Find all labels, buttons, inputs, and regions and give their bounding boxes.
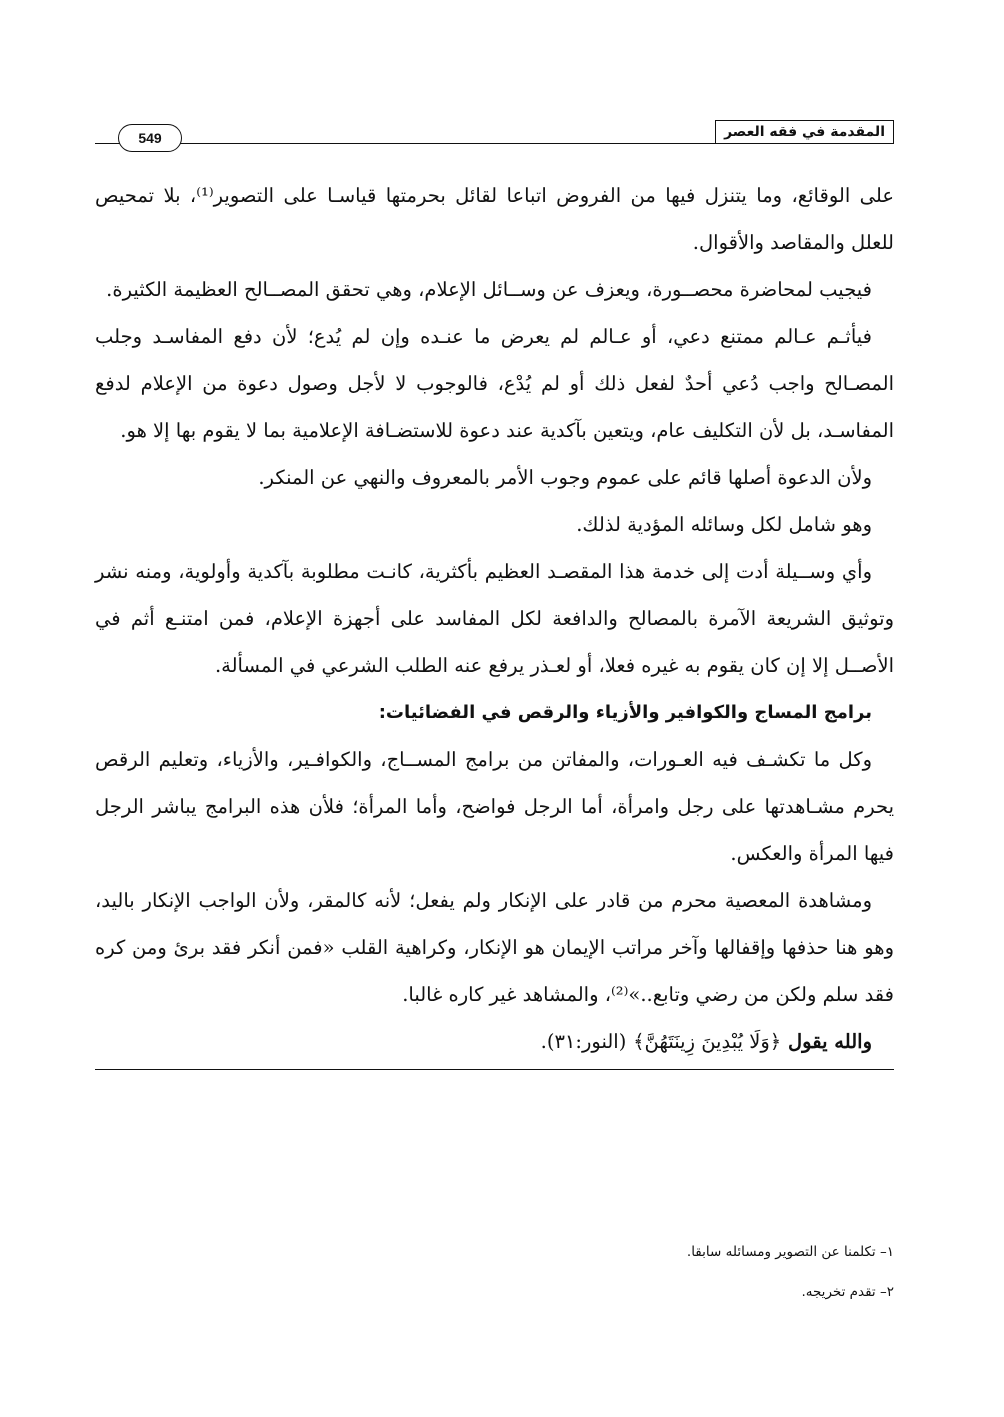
verse-intro: والله يقول: [787, 1030, 872, 1053]
header-rule: [95, 143, 894, 144]
paragraph: وأي وســيلة أدت إلى خدمة هذا المقصـد العظيم بأكثرية، كانـت مطلوبة بآكدية وأولوية، ومنه نشر وتوثيق الشريعة الآمرة بالمصالح والدافعة لكل المفاسد على أجهزة الإعلام، فمن امتنـع أثم في الأصــل إلا إن كان يقوم به غيره فعلا، أو لعـذر يرفع عنه الطلب الشرعي في المسألة.: [95, 560, 894, 677]
section-heading: برامج المساج والكوافير والأزياء والرقص في الفضائيات:: [378, 702, 872, 723]
footnote: ٢– تقدم تخريجه.: [801, 1284, 894, 1300]
paragraph: وكل ما تكشـف فيه العـورات، والمفاتن من برامج المســاج، والكوافـير، والأزياء، وتعليم الرقص يحرم مشـاهدتها على رجل وامرأة، أما الرجل فواضح، وأما المرأة؛ فلأن هذه البرامج يباشر الرجل فيها المرأة والعكس.: [95, 748, 894, 865]
page-number: 549: [118, 124, 182, 152]
quran-citation-line: [95, 1018, 894, 1065]
footnote: ١– تكلمنا عن التصوير ومسائله سابقا.: [686, 1244, 894, 1260]
quran-verse: ﴿وَلَا يُبْدِينَ زِينَتَهُنَّ﴾: [633, 1030, 782, 1053]
footnotes: [687, 1232, 894, 1312]
paragraph: ولأن الدعوة أصلها قائم على عموم وجوب الأمر بالمعروف والنهي عن المنكر.: [258, 466, 872, 489]
paragraph: فيأثـم عـالم ممتنع دعي، أو عـالم لم يعرض ما عنـده وإن لم يُدع؛ لأن دفع المفاسـد وجلب المصـالح واجب دُعي أحدٌ لفعل ذلك أو لم يُدْع، فالوجوب لا لأجل وصول دعوة من الإعلام لدفع المفاسـد، بل لأن التكليف عام، ويتعين بآكدية عند دعوة للاستضـافة الإعلامية بما لا يقوم بها إلا هو.: [95, 325, 894, 442]
paragraph: وهو شامل لكل وسائله المؤدية لذلك.: [576, 513, 872, 536]
running-header-title: المقدمة في فقه العصر: [715, 120, 894, 144]
footnote-separator: [95, 1069, 894, 1070]
paragraph: على الوقائع، وما يتنزل فيها من الفروض اتباعا لقائل بحرمتها قياسـا على التصوير⁽¹⁾، بلا تمحيص للعلل والمقاصد والأقوال.: [95, 184, 894, 254]
paragraph: ومشاهدة المعصية محرم من قادر على الإنكار ولم يفعل؛ لأنه كالمقر، ولأن الواجب الإنكار باليد، وهو هنا حذفها وإقفالها وآخر مراتب الإيمان هو الإنكار، وكراهية القلب «فمن أنكر فقد برئ ومن كره فقد سلم ولكن من رضي وتابع..»⁽²⁾، والمشاهد غير كاره غالبا.: [95, 889, 894, 1006]
paragraph: فيجيب لمحاضرة محصــورة، ويعزف عن وســائل الإعلام، وهي تحقق المصــالح العظيمة الكثيرة.: [106, 278, 872, 301]
verse-reference: (النور:٣١).: [540, 1030, 627, 1053]
main-text: [95, 172, 894, 1070]
